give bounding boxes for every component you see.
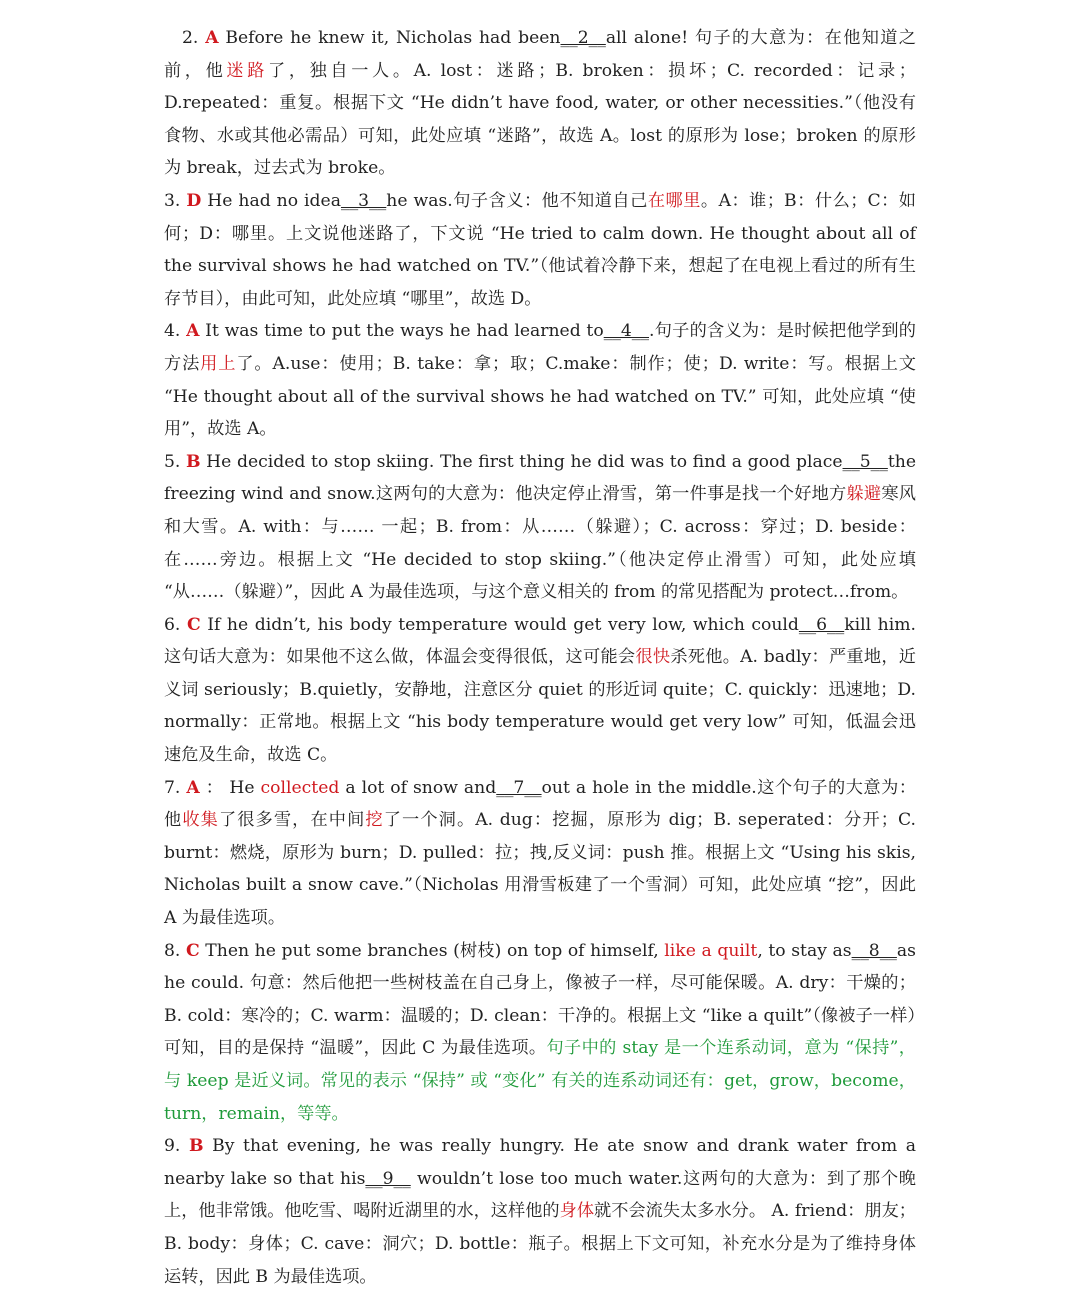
explanation-text: he was.句子含义：他不知道自己 bbox=[386, 190, 648, 211]
answer-explanations bbox=[164, 22, 916, 1293]
answer-blank: __7__ bbox=[496, 777, 542, 798]
explanation-text: kill him.这句话大意为：如果他不这么做，体温会变得很低，这可能会 bbox=[164, 614, 917, 668]
answer-blank: __4__ bbox=[603, 321, 649, 342]
answer-letter: C bbox=[186, 940, 200, 961]
explanation-text: It was time to put the ways he had learned to bbox=[205, 321, 604, 342]
explanation-text: He bbox=[229, 777, 261, 798]
explanation-text: He had no idea bbox=[207, 190, 341, 211]
highlight-text: 收集 bbox=[182, 810, 219, 831]
answer-letter: D bbox=[186, 190, 202, 211]
highlight-text: 迷路 bbox=[226, 60, 269, 81]
answer-letter: B bbox=[186, 451, 201, 472]
question-explanation bbox=[164, 446, 916, 609]
explanation-text: .句子的含义为：是时候把他学到的方法 bbox=[164, 321, 916, 374]
question-explanation bbox=[164, 22, 916, 185]
highlight-text: like a quilt bbox=[664, 940, 758, 961]
explanation-text: 了。A.use：使用；B. take：拿；取；C.make：制作；使；D. write：写。根据上文 “He thought about all of the survival shows he had watched on TV.” 可知，此处应填 “使用”，故选 A。 bbox=[164, 353, 916, 440]
highlight-text: collected bbox=[260, 777, 340, 798]
answer-letter: B bbox=[188, 1136, 204, 1157]
question-number: 5. bbox=[164, 451, 187, 472]
explanation-text: all alone! 句子的大意为：在他知道之前，他 bbox=[164, 28, 916, 81]
answer-blank: __5__ bbox=[842, 451, 888, 472]
answer-blank: __2__ bbox=[560, 28, 606, 48]
question-number: 3. bbox=[164, 190, 187, 211]
highlight-text: 在哪里 bbox=[647, 190, 701, 211]
question-number: 2. bbox=[182, 28, 206, 48]
highlight-text: 躲避 bbox=[846, 484, 882, 505]
question-explanation bbox=[164, 772, 916, 935]
answer-blank: __9__ bbox=[365, 1168, 411, 1189]
question-explanation bbox=[164, 609, 916, 772]
answer-blank: __8__ bbox=[851, 940, 897, 961]
explanation-text: as he could. 句意：然后他把一些树枝盖在自己身上，像被子一样，尽可能保暖。A. dry：干燥的；B. cold：寒冷的；C. warm：温暖的；D. clean：干净的。根据上文 “like a quilt”（像被子一样）可知，目的是保持 “温暖”，因此 C 为最佳选项。 bbox=[164, 940, 916, 1059]
explanation-text: 了一个洞。A. dug：挖掘，原形为 dig；B. seperated：分开；C. burnt：燃烧，原形为 burn；D. pulled：拉；拽,反义词：push 推。根据上文 “Using his skis, Nicholas built a snow cave.”（Nicholas 用滑雪板建了一个雪洞）可知，此处应填 “挖”，因此 A 为最佳选项。 bbox=[164, 810, 916, 929]
explanation-text: By that evening, he was really hungry. He ate snow and drank water from a nearby lake so that his bbox=[164, 1136, 916, 1189]
highlight-text: 挖 bbox=[365, 810, 384, 831]
explanation-text: 了，独自一人。A. lost：迷路；B. broken：损坏；C. recorded：记录；D.repeated：重复。根据下文 “He didn’t have food, water, or other necessities.”（他没有食物、水或其他必需品）可知，此处应填 “迷路”，故选 A。lost 的原形为 lose；broken 的原形为 break，过去式为 broke。 bbox=[164, 60, 916, 179]
explanation-text: , to stay as bbox=[757, 940, 852, 961]
question-number: 9. bbox=[164, 1136, 189, 1157]
answer-blank: __3__ bbox=[340, 190, 387, 211]
highlight-text: 很快 bbox=[635, 647, 671, 668]
explanation-text: Before he knew it, Nicholas had been bbox=[225, 28, 561, 48]
highlight-text: 用上 bbox=[200, 353, 237, 374]
answer-blank: __6__ bbox=[798, 614, 845, 635]
explanation-text: He decided to stop skiing. The first thing he did was to find a good place bbox=[206, 451, 843, 472]
explanation-text: 就不会流失太多水分。 A. friend：朋友；B. body：身体；C. cave：洞穴；D. bottle：瓶子。根据上下文可知，补充水分是为了维持身体运转，因此 B 为最佳选项。 bbox=[164, 1201, 916, 1287]
explanation-text: wouldn’t lose too much water.这两句的大意为：到了那个晚上，他非常饿。他吃雪、喝附近湖里的水，这样他的 bbox=[164, 1168, 916, 1222]
explanation-text: 。A：谁；B：什么；C：如何；D：哪里。上文说他迷路了，下文说 “He tried to calm down. He thought about all of the survival shows he had watched on TV.”（他试着冷静下来，想起了在电视上看过的所有生存节目），由此可知，此处应填 “哪里”，故选 D。 bbox=[164, 190, 916, 309]
explanation-text: 了很多雪，在中间 bbox=[218, 810, 366, 831]
answer-letter: C bbox=[186, 614, 201, 635]
question-explanation bbox=[164, 315, 916, 445]
question-number: 6. bbox=[164, 614, 187, 635]
question-number: 4. bbox=[164, 321, 187, 342]
question-number: 7. bbox=[164, 777, 187, 798]
answer-separator: ： bbox=[199, 777, 230, 798]
explanation-text: If he didn’t, his body temperature would get very low, which could bbox=[207, 614, 799, 635]
question-explanation bbox=[164, 185, 916, 315]
grammar-note: 句子中的 stay 是一个连系动词，意为 “保持”，与 keep 是近义词。常见的表示 “保持” 或 “变化” 有关的连系动词还有：get，grow，become，turn，remain，等等。 bbox=[164, 1038, 916, 1124]
answer-letter: A bbox=[186, 777, 200, 798]
highlight-text: 身体 bbox=[559, 1201, 595, 1222]
answer-letter: A bbox=[205, 28, 219, 48]
explanation-text: out a hole in the middle.这个句子的大意为：他 bbox=[164, 777, 917, 831]
question-explanation bbox=[164, 1130, 916, 1293]
explanation-text: 寒风和大雪。A. with：与…… 一起；B. from：从……（躲避）；C. across：穿过；D. beside：在……旁边。根据上文 “He decided to stop skiing.”（他决定停止滑雪）可知，此处应填 “从……（躲避）”，因此 A 为最佳选项，与这个意义相关的 from 的常见搭配为 protect…from。 bbox=[164, 484, 916, 603]
answer-letter: A bbox=[186, 321, 200, 342]
explanation-text: the freezing wind and snow.这两句的大意为：他决定停止滑雪，第一件事是找一个好地方 bbox=[164, 451, 916, 505]
question-number: 8. bbox=[164, 940, 186, 961]
question-explanation bbox=[164, 935, 916, 1131]
explanation-text: 杀死他。A. badly：严重地，近义词 seriously；B.quietly，安静地，注意区分 quiet 的形近词 quite；C. quickly：迅速地；D. normally：正常地。根据上文 “his body temperature would get very low” 可知，低温会迅速危及生命，故选 C。 bbox=[164, 647, 916, 766]
explanation-text: a lot of snow and bbox=[339, 777, 497, 798]
explanation-text: Then he put some branches (树枝) on top of himself, bbox=[205, 940, 665, 961]
